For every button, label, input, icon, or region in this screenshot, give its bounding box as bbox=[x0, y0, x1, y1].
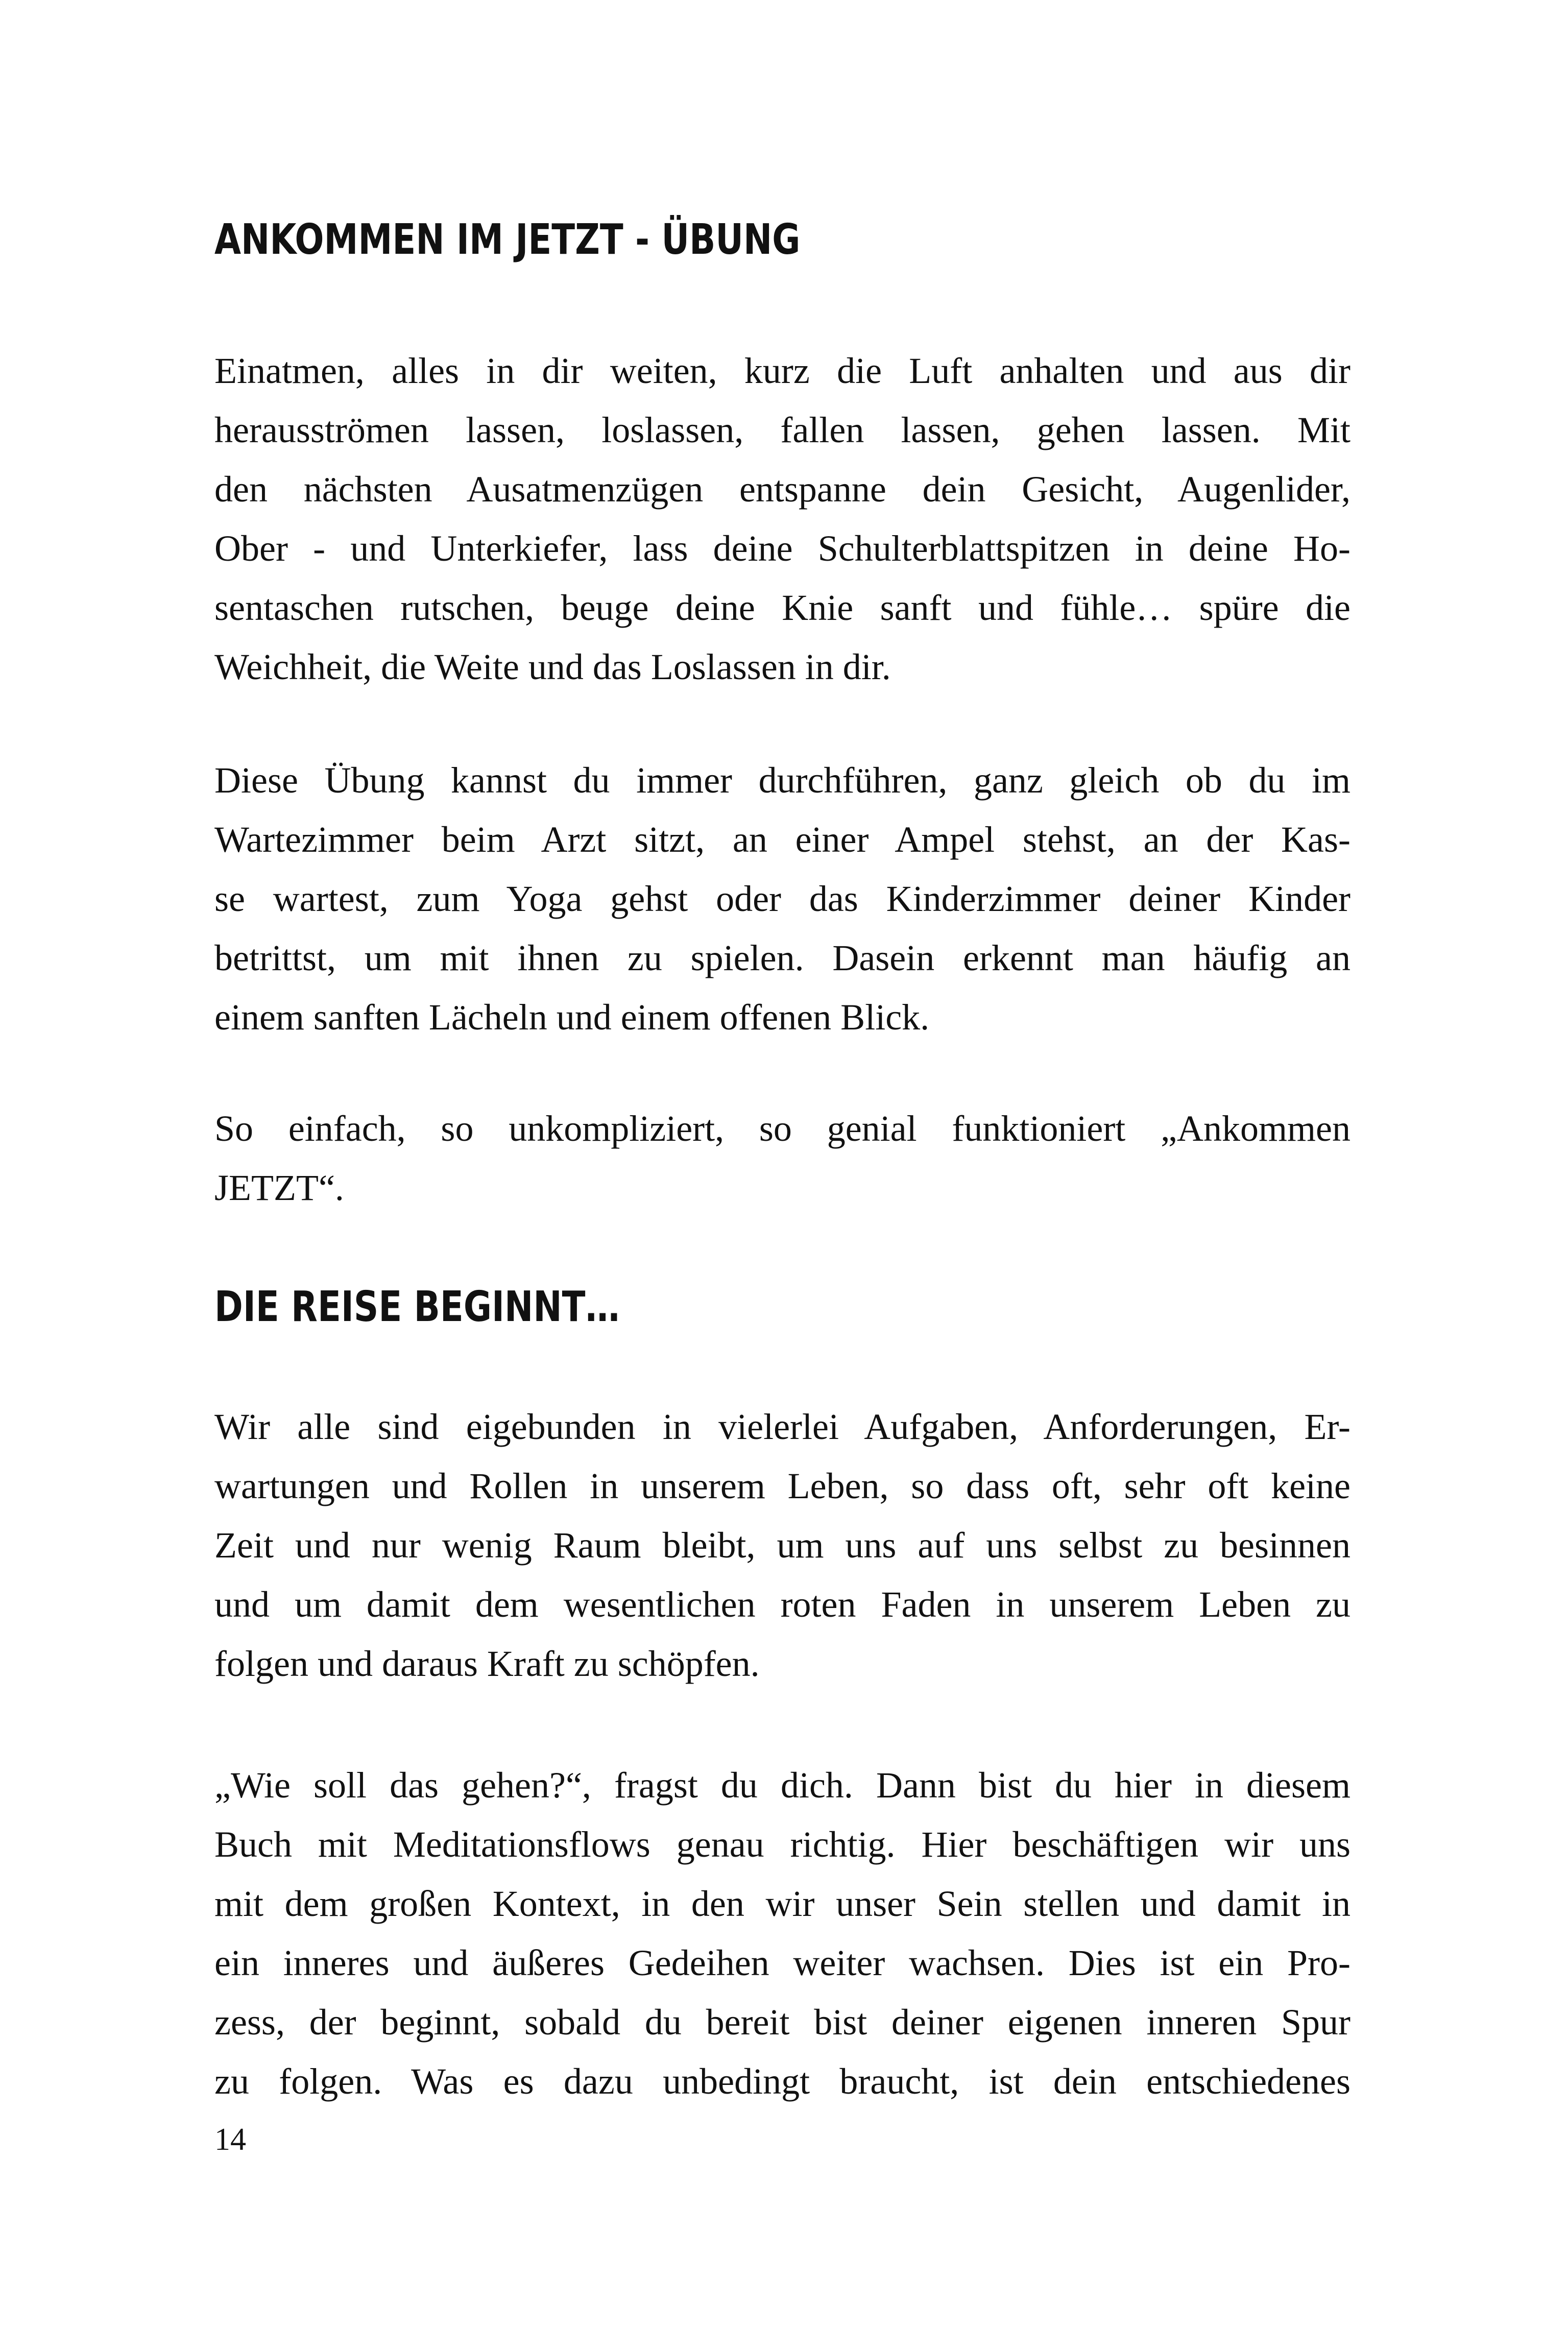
text-line: zu folgen. Was es dazu unbedingt braucht, ist dein entschiedenes bbox=[214, 2061, 1350, 2102]
text-line: Diese Übung kannst du immer durchführen, ganz gleich ob du im bbox=[214, 760, 1350, 801]
paragraph-einatmen bbox=[214, 341, 1350, 697]
text-line: zess, der beginnt, sobald du bereit bist deiner eigenen inneren Spur bbox=[214, 2002, 1350, 2043]
text-line: mit dem großen Kontext, in den wir unser Sein stellen und damit in bbox=[214, 1883, 1350, 1924]
text-line: folgen und daraus Kraft zu schöpfen. bbox=[214, 1643, 760, 1684]
section-heading-reise: DIE REISE BEGINNT… bbox=[214, 1283, 620, 1331]
text-line: Wartezimmer beim Arzt sitzt, an einer Ampel stehst, an der Kas- bbox=[214, 819, 1350, 860]
paragraph-wir-alle bbox=[214, 1397, 1350, 1693]
text-line: herausströmen lassen, loslassen, fallen lassen, gehen lassen. Mit bbox=[214, 410, 1350, 450]
text-line: ein inneres und äußeres Gedeihen weiter wachsen. Dies ist ein Pro- bbox=[214, 1942, 1350, 1983]
text-line: einem sanften Lächeln und einem offenen Blick. bbox=[214, 997, 930, 1038]
text-line: und um damit dem wesentlichen roten Faden in unserem Leben zu bbox=[214, 1584, 1350, 1625]
text-line: So einfach, so unkompliziert, so genial funktioniert „Ankommen bbox=[214, 1108, 1350, 1149]
text-line: wartungen und Rollen in unserem Leben, so dass oft, sehr oft keine bbox=[214, 1466, 1350, 1506]
text-line: Buch mit Meditationsflows genau richtig. Hier beschäftigen wir uns bbox=[214, 1824, 1350, 1865]
text-line: JETZT“. bbox=[214, 1167, 344, 1208]
text-line: Einatmen, alles in dir weiten, kurz die Luft anhalten und aus dir bbox=[214, 350, 1350, 391]
text-line: Zeit und nur wenig Raum bleibt, um uns auf uns selbst zu besinnen bbox=[214, 1525, 1350, 1566]
text-line: betrittst, um mit ihnen zu spielen. Dasein erkennt man häufig an bbox=[214, 938, 1350, 978]
paragraph-so-einfach bbox=[214, 1099, 1350, 1217]
text-line: se wartest, zum Yoga gehst oder das Kinderzimmer deiner Kinder bbox=[214, 878, 1350, 919]
paragraph-wie-soll bbox=[214, 1756, 1350, 2111]
text-line: Weichheit, die Weite und das Loslassen in dir. bbox=[214, 646, 891, 687]
text-line: „Wie soll das gehen?“, fragst du dich. Dann bist du hier in diesem bbox=[214, 1765, 1350, 1806]
section-heading-ankommen: ANKOMMEN IM JETZT - ÜBUNG bbox=[214, 215, 801, 264]
text-line: Wir alle sind eigebunden in vielerlei Aufgaben, Anforderungen, Er- bbox=[214, 1406, 1350, 1447]
page-number: 14 bbox=[214, 2122, 246, 2157]
paragraph-diese-uebung bbox=[214, 751, 1350, 1047]
text-line: den nächsten Ausatmenzügen entspanne dein Gesicht, Augenlider, bbox=[214, 469, 1350, 510]
text-line: sentaschen rutschen, beuge deine Knie sanft und fühle… spüre die bbox=[214, 587, 1350, 628]
text-line: Ober - und Unterkiefer, lass deine Schulterblattspitzen in deine Ho- bbox=[214, 528, 1350, 569]
